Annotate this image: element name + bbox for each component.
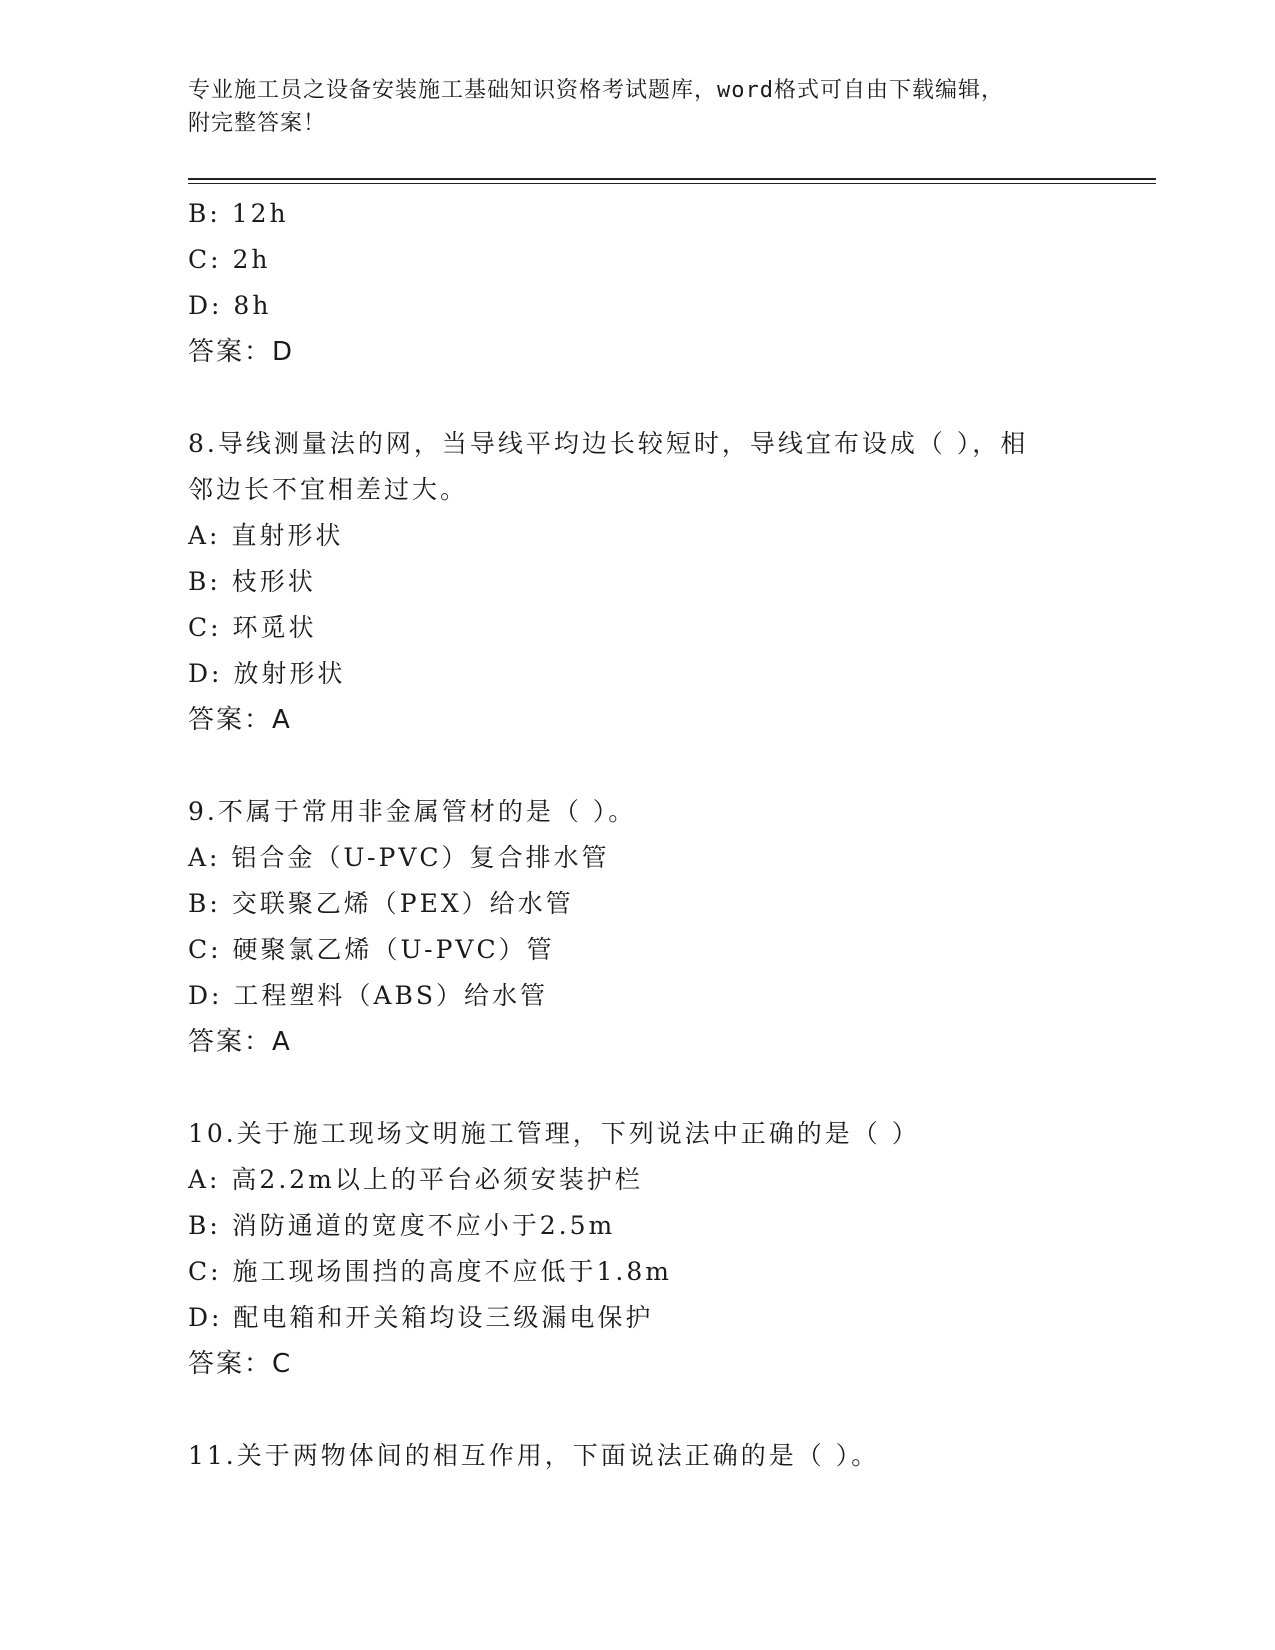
option-b: B: 12h — [188, 199, 289, 228]
spacer — [188, 1065, 1088, 1111]
option-a: A: 铝合金（U-PVC）复合排水管 — [188, 843, 610, 872]
question-content — [188, 191, 1088, 1479]
option-b: B: 枝形状 — [188, 567, 316, 596]
answer-line: 答案：C — [188, 1349, 293, 1379]
option-a: A: 直射形状 — [188, 521, 344, 550]
option-b: B: 消防通道的宽度不应小于2.5m — [188, 1211, 616, 1240]
question-stem-line: 8.导线测量法的网，当导线平均边长较短时，导线宜布设成（ ），相 — [188, 429, 1029, 458]
header-divider-thick — [188, 178, 1156, 180]
option-d: D: 放射形状 — [188, 659, 346, 688]
answer-line: 答案：D — [188, 337, 295, 367]
question-stem-line: 邻边长不宜相差过大。 — [188, 475, 469, 504]
question-stem-line: 11.关于两物体间的相互作用，下面说法正确的是（ ）。 — [188, 1441, 880, 1470]
question-8 — [188, 421, 1088, 743]
answer-line: 答案：A — [188, 705, 292, 735]
option-d: D: 工程塑料（ABS）给水管 — [188, 981, 548, 1010]
option-c: C: 施工现场围挡的高度不应低于1.8m — [188, 1257, 672, 1286]
option-b: B: 交联聚乙烯（PEX）给水管 — [188, 889, 574, 918]
question-11 — [188, 1433, 1088, 1479]
option-a: A: 高2.2m以上的平台必须安装护栏 — [188, 1165, 643, 1194]
option-d: D: 配电箱和开关箱均设三级漏电保护 — [188, 1303, 654, 1332]
question-7-fragment — [188, 191, 1088, 375]
document-header — [188, 74, 1088, 140]
answer-line: 答案：A — [188, 1027, 292, 1057]
header-divider-thin — [188, 183, 1156, 184]
option-c: C: 硬聚氯乙烯（U-PVC）管 — [188, 935, 555, 964]
question-stem-line: 9.不属于常用非金属管材的是（ ）。 — [188, 797, 637, 826]
option-c: C: 环觅状 — [188, 613, 317, 642]
option-d: D: 8h — [188, 291, 272, 320]
option-c: C: 2h — [188, 245, 271, 274]
spacer — [188, 743, 1088, 789]
question-10 — [188, 1111, 1088, 1387]
header-line-1: 专业施工员之设备安装施工基础知识资格考试题库，word格式可自由下载编辑， — [188, 78, 1004, 103]
spacer — [188, 375, 1088, 421]
question-stem-line: 10.关于施工现场文明施工管理，下列说法中正确的是（ ） — [188, 1119, 920, 1148]
spacer — [188, 1387, 1088, 1433]
header-line-2: 附完整答案！ — [188, 111, 327, 136]
question-9 — [188, 789, 1088, 1065]
